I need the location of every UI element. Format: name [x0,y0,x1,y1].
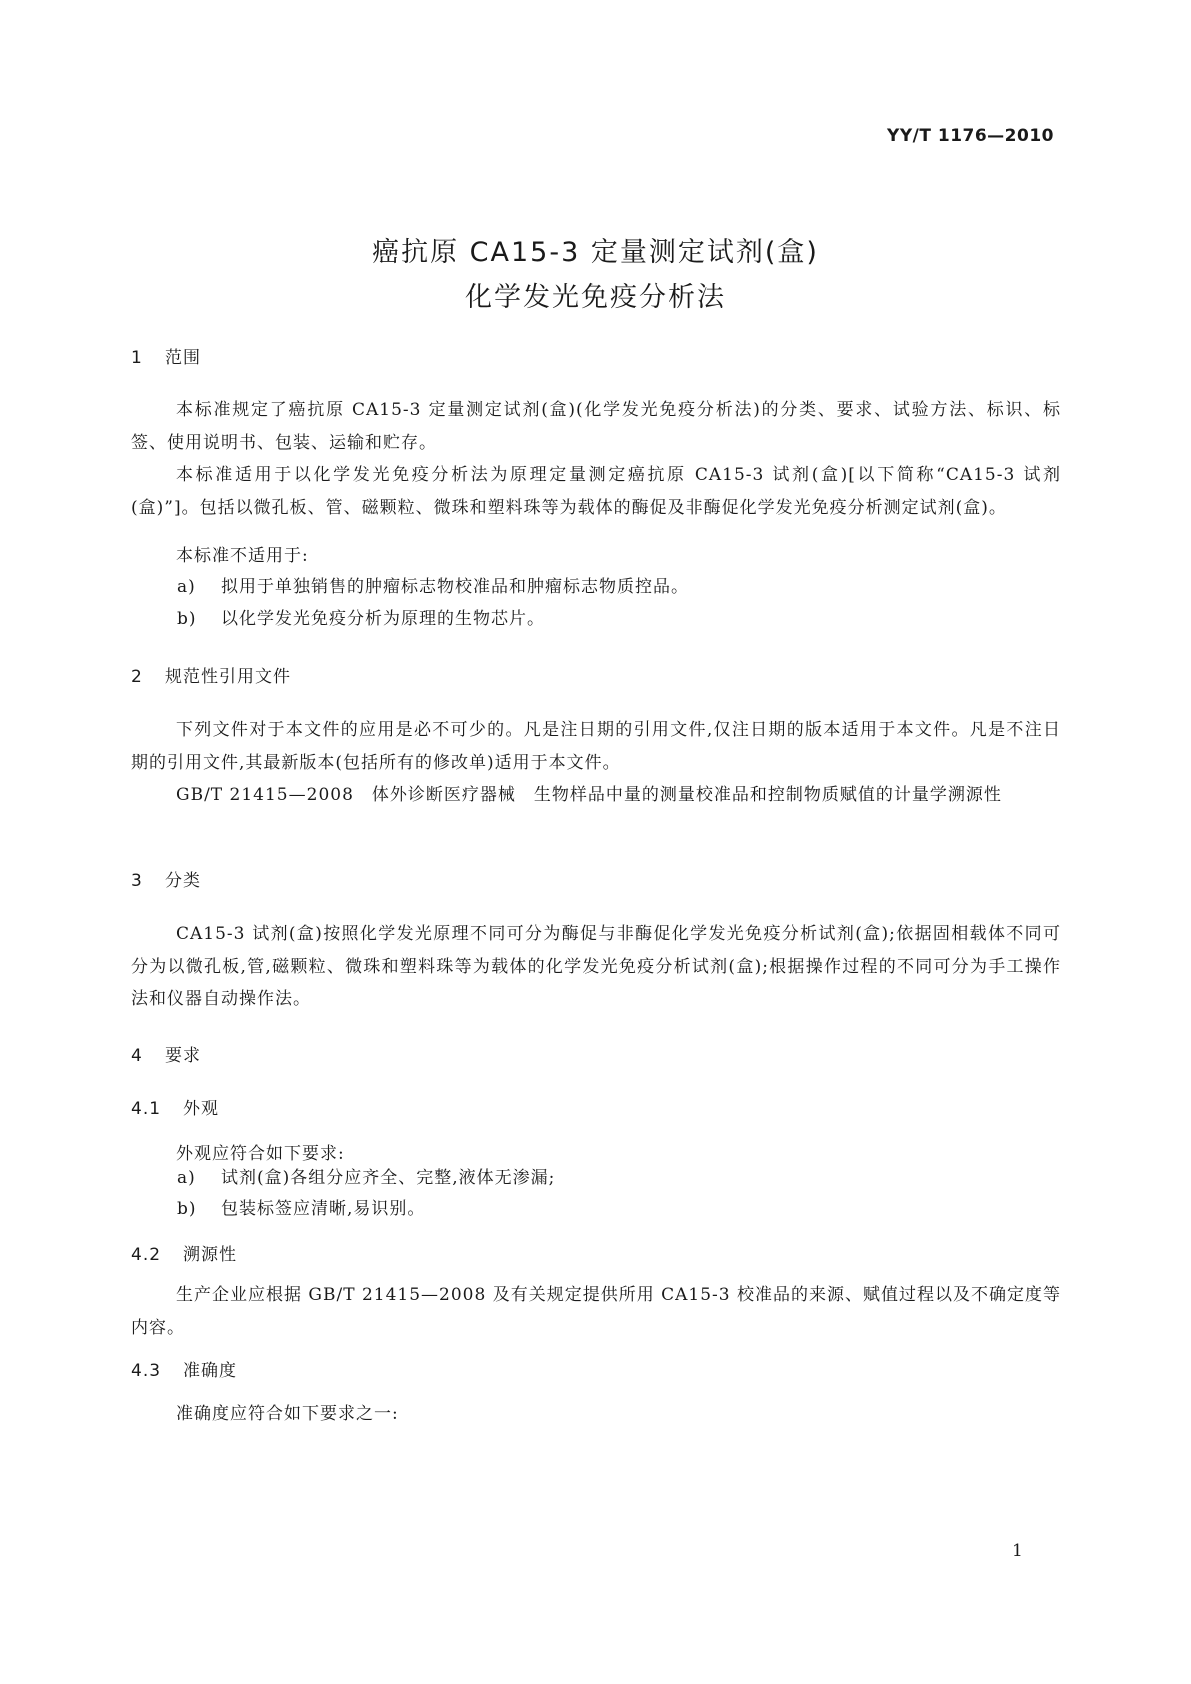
section-3-paragraph-1: CA15-3 试剂(盒)按照化学发光原理不同可分为酶促与非酶促化学发光免疫分析试剂(盒);依据固相载体不同可分为以微孔板,管,磁颗粒、微珠和塑料珠等为载体的化学发光免疫分析试剂(盒);根据操作过程的不同可分为手工操作法和仪器自动操作法。 [131,924,1061,1009]
list-item [177,1193,425,1225]
list-item-label: a) [177,1168,196,1188]
list-item [177,603,545,635]
list-item-label: a) [177,577,196,597]
section-1-paragraph-2: 本标准适用于以化学发光免疫分析法为原理定量测定癌抗原 CA15-3 试剂(盒)[以下简称“CA15-3 试剂(盒)”]。包括以微孔板、管、磁颗粒、微珠和塑料珠等为载体的酶促及非酶促化学发光免疫分析测定试剂(盒)。 [131,465,1061,518]
list-item [177,1162,555,1194]
list-item-label: b) [177,609,197,629]
section-2-paragraph-2: GB/T 21415—2008 体外诊断医疗器械 生物样品中量的测量校准品和控制物质赋值的计量学溯源性 [176,785,1002,805]
section-title: 外观 [183,1099,219,1119]
section-title: 溯源性 [183,1245,237,1265]
list-item-text: 拟用于单独销售的肿瘤标志物校准品和肿瘤标志物质控品。 [221,577,689,597]
list-item-text: 包装标签应清晰,易识别。 [221,1199,426,1219]
page-number: 1 [1012,1541,1023,1561]
section-number: 3 [131,871,143,891]
section-number: 4.1 [131,1099,162,1119]
section-number: 1 [131,348,143,368]
section-3-heading [131,866,201,891]
list-item-text: 以化学发光免疫分析为原理的生物芯片。 [221,609,545,629]
section-number: 4 [131,1046,143,1066]
section-4-3-heading [131,1356,237,1381]
section-1-heading [131,343,201,368]
list-item-text: 试剂(盒)各组分应齐全、完整,液体无渗漏; [221,1168,556,1188]
standard-code: YY/T 1176—2010 [887,126,1054,146]
section-title: 分类 [165,871,201,891]
section-4-3-paragraph-1: 准确度应符合如下要求之一: [176,1404,399,1424]
section-1-paragraph-3: 本标准不适用于: [176,546,309,566]
section-title: 准确度 [183,1361,237,1381]
section-number: 4.3 [131,1361,162,1381]
section-2-heading [131,662,291,687]
section-4-2-heading [131,1240,237,1265]
section-title: 范围 [165,348,201,368]
section-4-1-heading [131,1094,219,1119]
section-4-1-paragraph-1: 外观应符合如下要求: [176,1144,345,1164]
list-item-label: b) [177,1199,197,1219]
section-4-2-paragraph-1: 生产企业应根据 GB/T 21415—2008 及有关规定提供所用 CA15-3 校准品的来源、赋值过程以及不确定度等内容。 [131,1285,1061,1338]
section-4-heading [131,1041,201,1066]
document-title-line1: 癌抗原 CA15-3 定量测定试剂(盒) [372,237,819,268]
section-title: 要求 [165,1046,201,1066]
section-title: 规范性引用文件 [165,667,291,687]
section-2-paragraph-1: 下列文件对于本文件的应用是必不可少的。凡是注日期的引用文件,仅注日期的版本适用于本文件。凡是不注日期的引用文件,其最新版本(包括所有的修改单)适用于本文件。 [131,720,1061,773]
section-number: 2 [131,667,143,687]
list-item [177,571,689,603]
document-title-line2: 化学发光免疫分析法 [465,282,726,313]
section-number: 4.2 [131,1245,162,1265]
section-1-paragraph-1: 本标准规定了癌抗原 CA15-3 定量测定试剂(盒)(化学发光免疫分析法)的分类、要求、试验方法、标识、标签、使用说明书、包装、运输和贮存。 [131,400,1061,453]
